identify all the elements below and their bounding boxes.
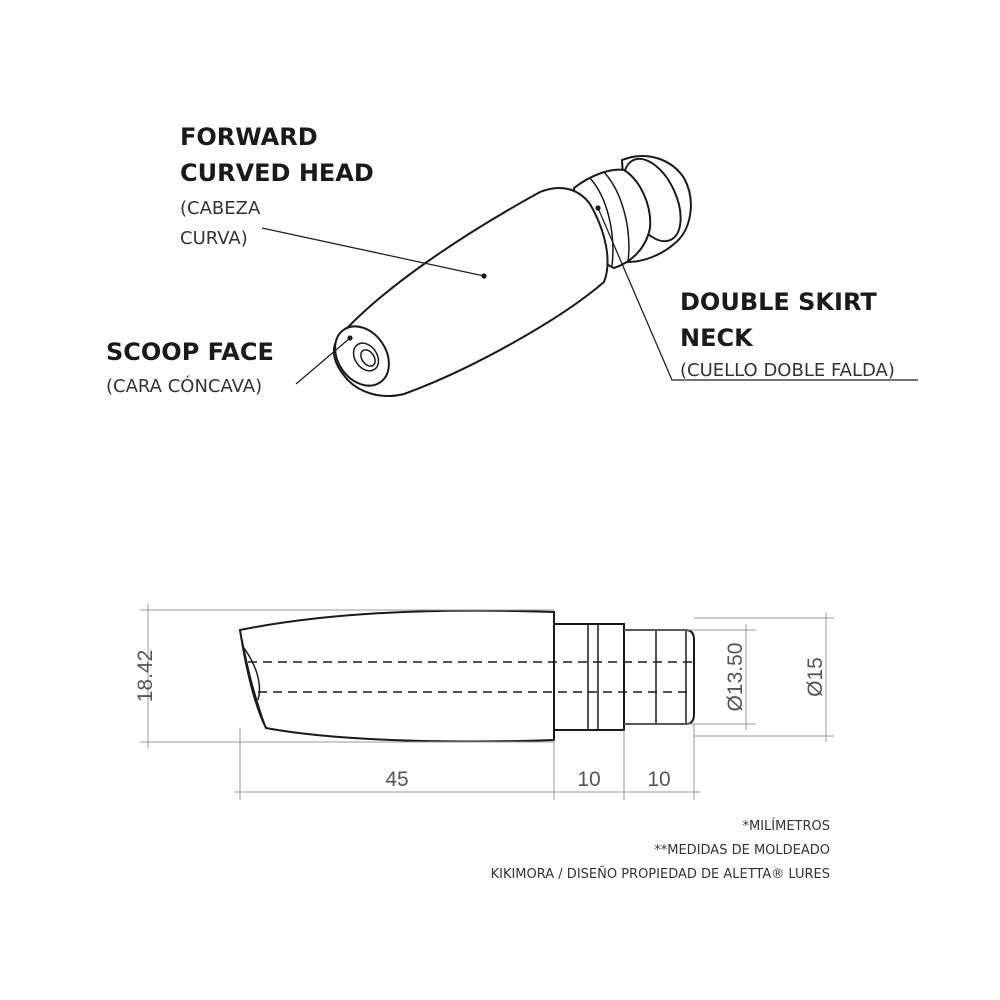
dim-height-value: 18.42	[134, 649, 157, 703]
note-molding: **MEDIDAS DE MOLDEADO	[654, 843, 830, 858]
leader-face-dot	[347, 335, 352, 340]
dim-overall-diameter	[694, 612, 834, 742]
callout-face-sub: (CARA CÓNCAVA)	[106, 376, 263, 397]
callout-neck-title-1: DOUBLE SKIRT	[680, 288, 877, 316]
leader-neck-dot	[595, 205, 600, 210]
notes	[491, 818, 830, 882]
isometric-view	[106, 123, 918, 397]
note-units: *MILÍMETROS	[742, 819, 830, 834]
dim-neck2-length-value: 10	[647, 768, 671, 791]
callout-face-title: SCOOP FACE	[106, 338, 274, 366]
note-credit: KIKIMORA / DISEÑO PROPIEDAD DE ALETTA® LURES	[490, 867, 830, 882]
dim-neck1-length-value: 10	[577, 768, 601, 791]
side-neck-2	[624, 630, 694, 724]
callout-head-sub-1: (CABEZA	[180, 198, 261, 219]
callout-head	[180, 123, 374, 249]
callout-head-sub-2: CURVA)	[180, 228, 248, 249]
side-body	[240, 611, 554, 742]
callout-neck-title-2: NECK	[680, 324, 753, 352]
dim-overall-diameter-value: Ø15	[804, 657, 827, 697]
callout-neck	[680, 288, 895, 381]
callout-head-title-1: FORWARD	[180, 123, 318, 151]
side-neck-1	[554, 624, 624, 730]
dim-body-length-value: 45	[385, 768, 409, 791]
callout-face	[106, 338, 274, 397]
dim-neck-diameter-value: Ø13.50	[724, 642, 747, 712]
callout-neck-sub: (CUELLO DOBLE FALDA)	[680, 360, 895, 381]
leader-head-dot	[481, 273, 486, 278]
callout-head-title-2: CURVED HEAD	[180, 159, 374, 187]
side-view	[134, 604, 834, 800]
